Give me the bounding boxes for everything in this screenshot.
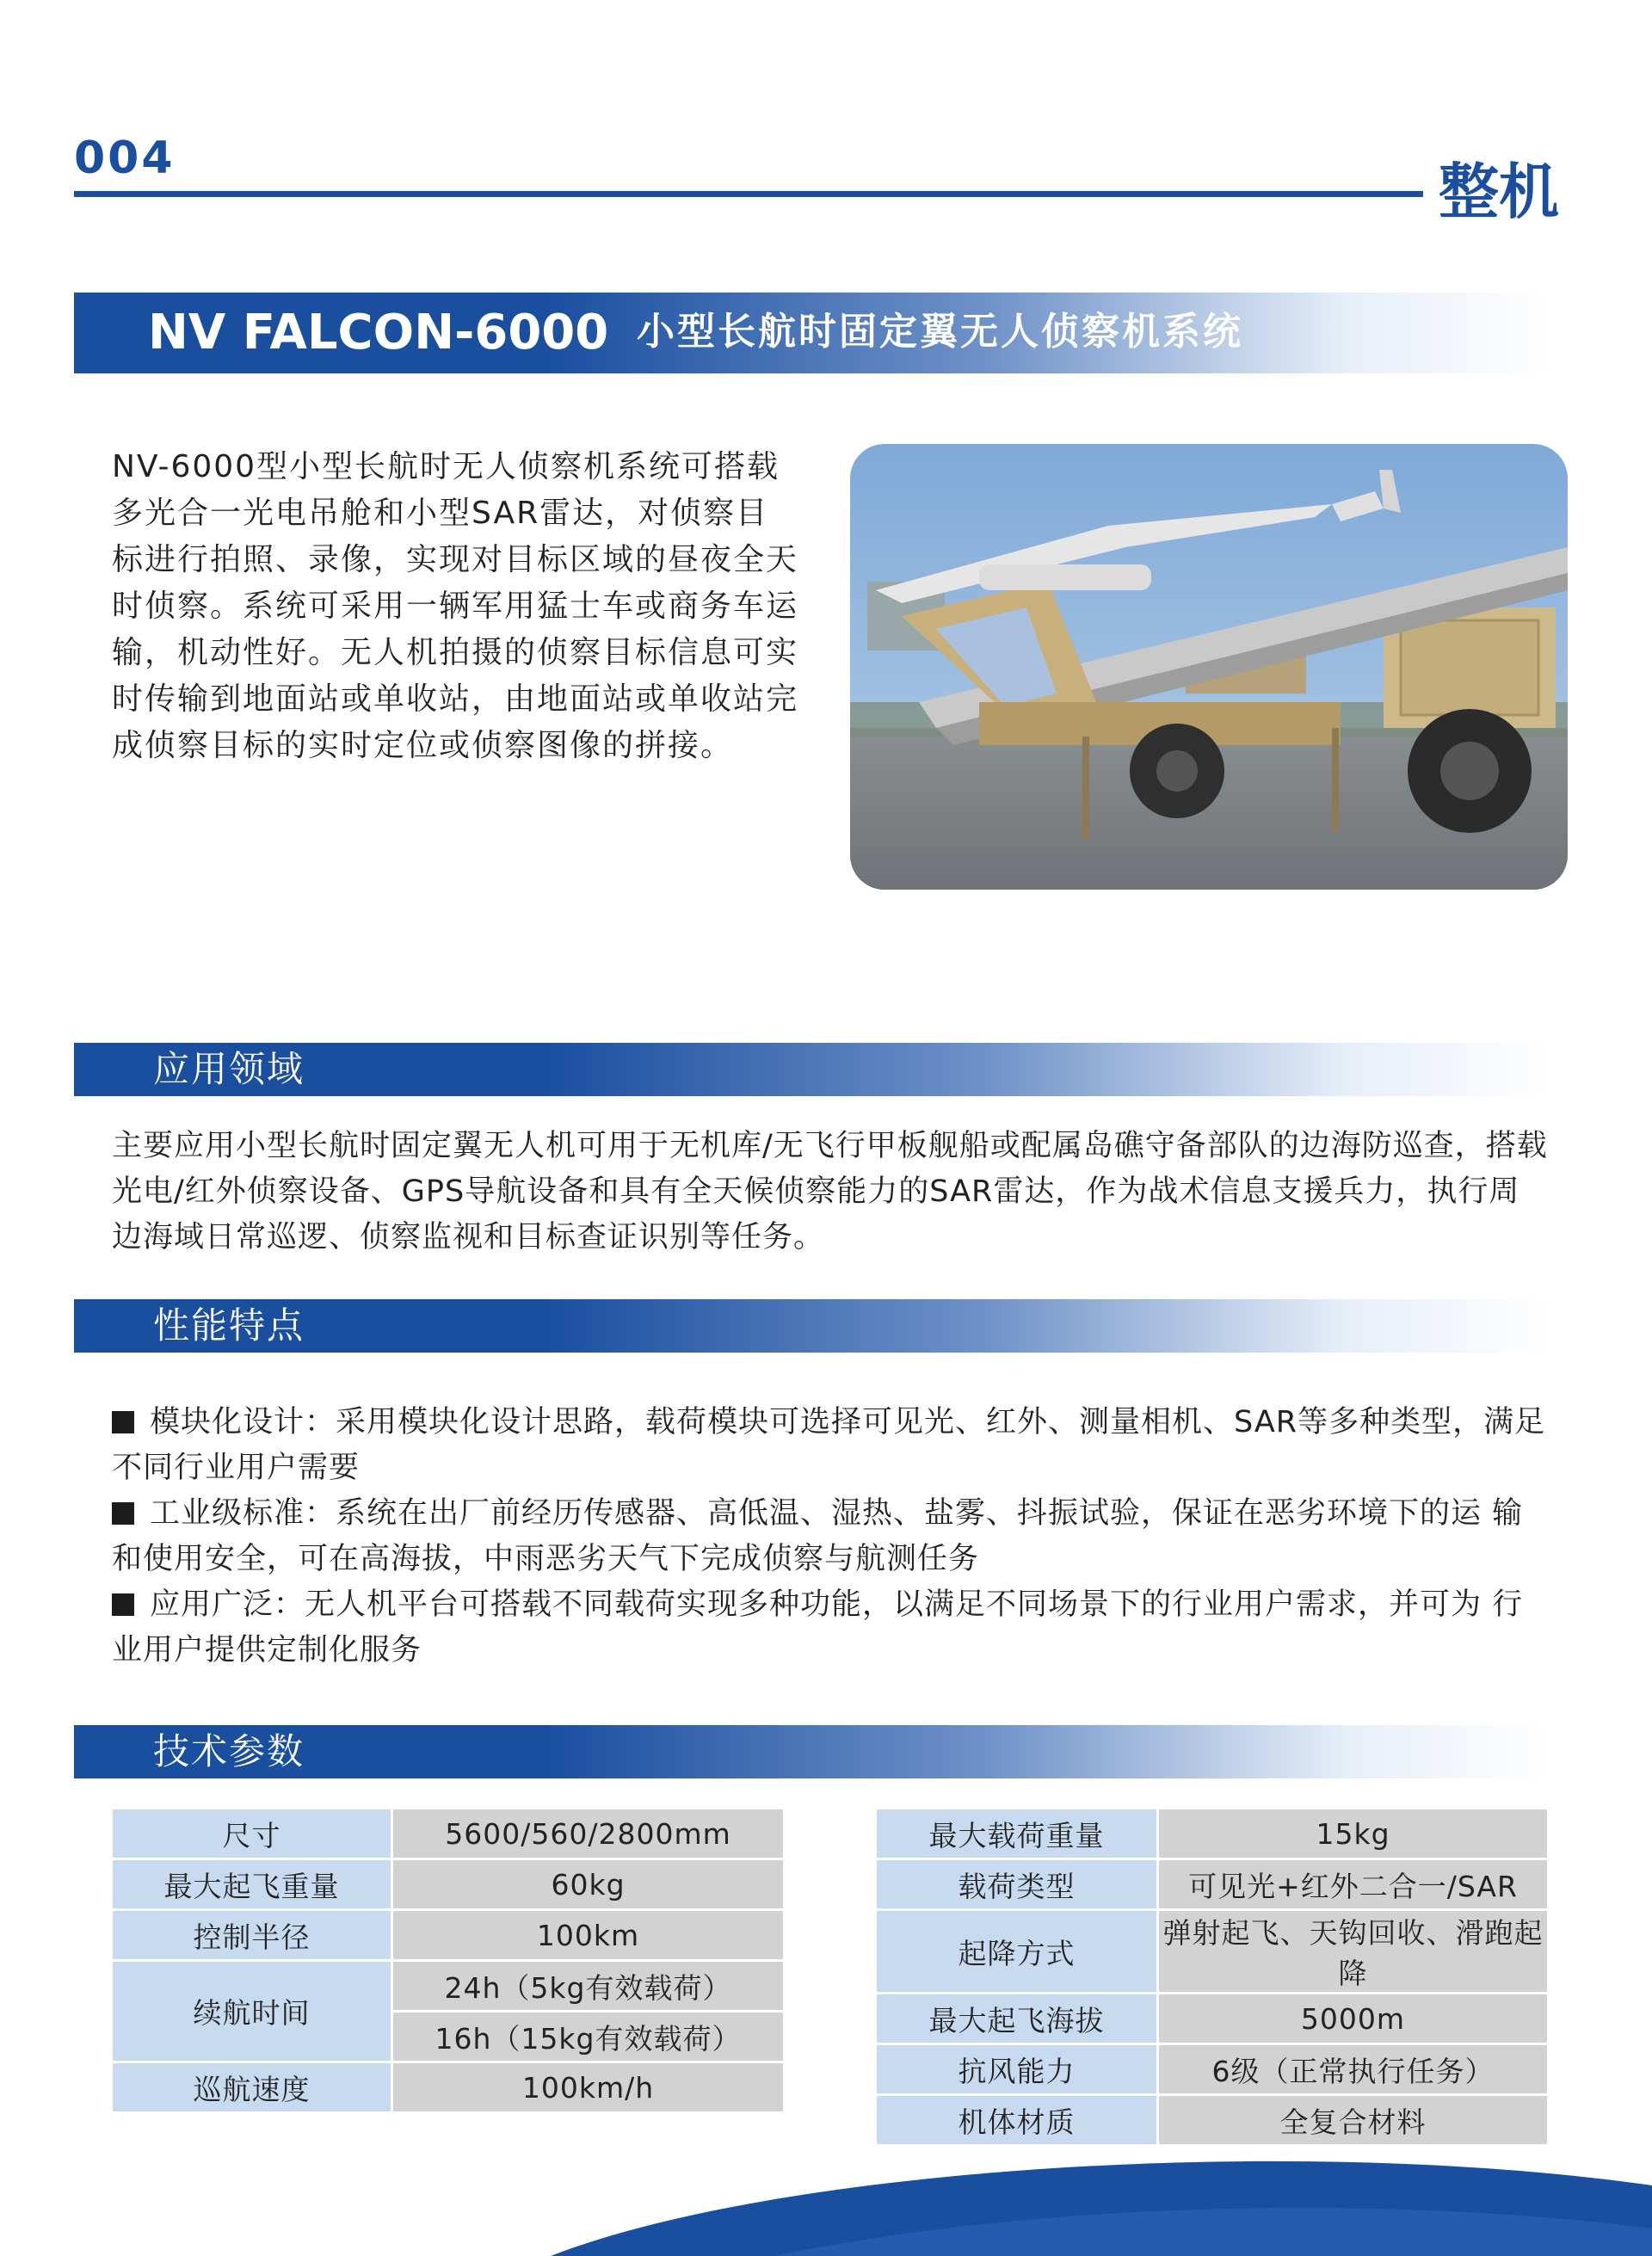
spec-value: 5600/560/2800mm xyxy=(392,1809,785,1859)
spec-value: 6级（正常执行任务） xyxy=(1158,2044,1549,2095)
page-number: 004 xyxy=(74,133,176,184)
specs-table-left xyxy=(110,1807,786,2114)
spec-value: 100km xyxy=(392,1910,785,1961)
spec-value: 可见光+红外二合一/SAR xyxy=(1158,1859,1549,1910)
spec-value: 5000m xyxy=(1158,1994,1549,2044)
application-title: 应用领域 xyxy=(153,1048,305,1090)
uav-launcher-photo xyxy=(850,444,1568,890)
product-photo xyxy=(850,444,1568,890)
spec-key: 巡航速度 xyxy=(112,2062,392,2113)
table-row xyxy=(876,1859,1549,1910)
spec-key: 载荷类型 xyxy=(876,1859,1158,1910)
table-row xyxy=(112,1910,785,1961)
spec-value: 60kg xyxy=(392,1859,785,1910)
table-row xyxy=(112,2062,785,2113)
product-model: NV FALCON-6000 xyxy=(148,305,609,361)
specs-title: 技术参数 xyxy=(153,1730,305,1772)
specs-table-right xyxy=(874,1807,1550,2147)
spec-value: 全复合材料 xyxy=(1158,2095,1549,2146)
bullet-square-icon xyxy=(112,1502,134,1525)
table-row xyxy=(876,1809,1549,1859)
spec-key: 最大载荷重量 xyxy=(876,1809,1158,1859)
features-title: 性能特点 xyxy=(153,1304,305,1347)
feature-item xyxy=(112,1400,1550,1491)
spec-key: 机体材质 xyxy=(876,2095,1158,2146)
bullet-square-icon xyxy=(112,1411,134,1433)
spec-value: 24h（5kg有效载荷） xyxy=(392,1961,785,2012)
spec-value: 100km/h xyxy=(392,2062,785,2113)
spec-key: 最大起飞重量 xyxy=(112,1859,392,1910)
feature-item xyxy=(112,1582,1550,1674)
features-list xyxy=(112,1400,1550,1674)
spec-key: 尺寸 xyxy=(112,1809,392,1859)
application-text: 主要应用小型长航时固定翼无人机可用于无机库/无飞行甲板舰船或配属岛礁守备部队的边海防巡查，搭载光电/红外侦察设备、GPS导航设备和具有全天候侦察能力的SAR雷达，作为战术信息支援兵力，执行周边海域日常巡逻、侦察监视和目标查证识别等任务。 xyxy=(112,1129,1548,1254)
header-rule xyxy=(74,191,1423,197)
table-row xyxy=(112,1809,785,1859)
spec-key: 起降方式 xyxy=(876,1910,1158,1994)
spec-value: 16h（15kg有效载荷） xyxy=(392,2012,785,2062)
product-subtitle: 小型长航时固定翼无人侦察机系统 xyxy=(637,310,1243,354)
feature-text: 模块化设计：采用模块化设计思路，载荷模块可选择可见光、红外、测量相机、SAR等多种类型，满足不同行业用户需要 xyxy=(112,1405,1546,1485)
bullet-square-icon xyxy=(112,1593,134,1616)
spec-key: 最大起飞海拔 xyxy=(876,1994,1158,2044)
feature-text: 应用广泛：无人机平台可搭载不同载荷实现多种功能，以满足不同场景下的行业用户需求，并可为 行业用户提供定制化服务 xyxy=(112,1587,1524,1667)
table-row xyxy=(876,2044,1549,2095)
bottom-wave-decoration xyxy=(0,2134,1652,2256)
table-row xyxy=(876,1994,1549,2044)
section-title: 整机 xyxy=(1439,157,1559,227)
product-intro: NV-6000型小型长航时无人侦察机系统可搭载多光合一光电吊舱和小型SAR雷达，对侦察目标进行拍照、录像，实现对目标区域的昼夜全天时侦察。系统可采用一辆军用猛士车或商务车运输，机动性好。无人机拍摄的侦察目标信息可实时传输到地面站或单收站，由地面站或单收站完成侦察目标的实时定位或侦察图像的拼接。 xyxy=(112,449,799,763)
spec-key: 控制半径 xyxy=(112,1910,392,1961)
spec-key: 续航时间 xyxy=(112,1961,392,2062)
table-row xyxy=(876,1910,1549,1994)
spec-key: 抗风能力 xyxy=(876,2044,1158,2095)
feature-text: 工业级标准：系统在出厂前经历传感器、高低温、湿热、盐雾、抖振试验，保证在恶劣环境下的运 输和使用安全，可在高海拔，中雨恶劣天气下完成侦察与航测任务 xyxy=(112,1496,1524,1576)
table-row xyxy=(112,1859,785,1910)
table-row xyxy=(112,1961,785,2012)
spec-value: 15kg xyxy=(1158,1809,1549,1859)
spec-value: 弹射起飞、天钩回收、滑跑起降 xyxy=(1158,1910,1549,1994)
feature-item xyxy=(112,1491,1550,1582)
